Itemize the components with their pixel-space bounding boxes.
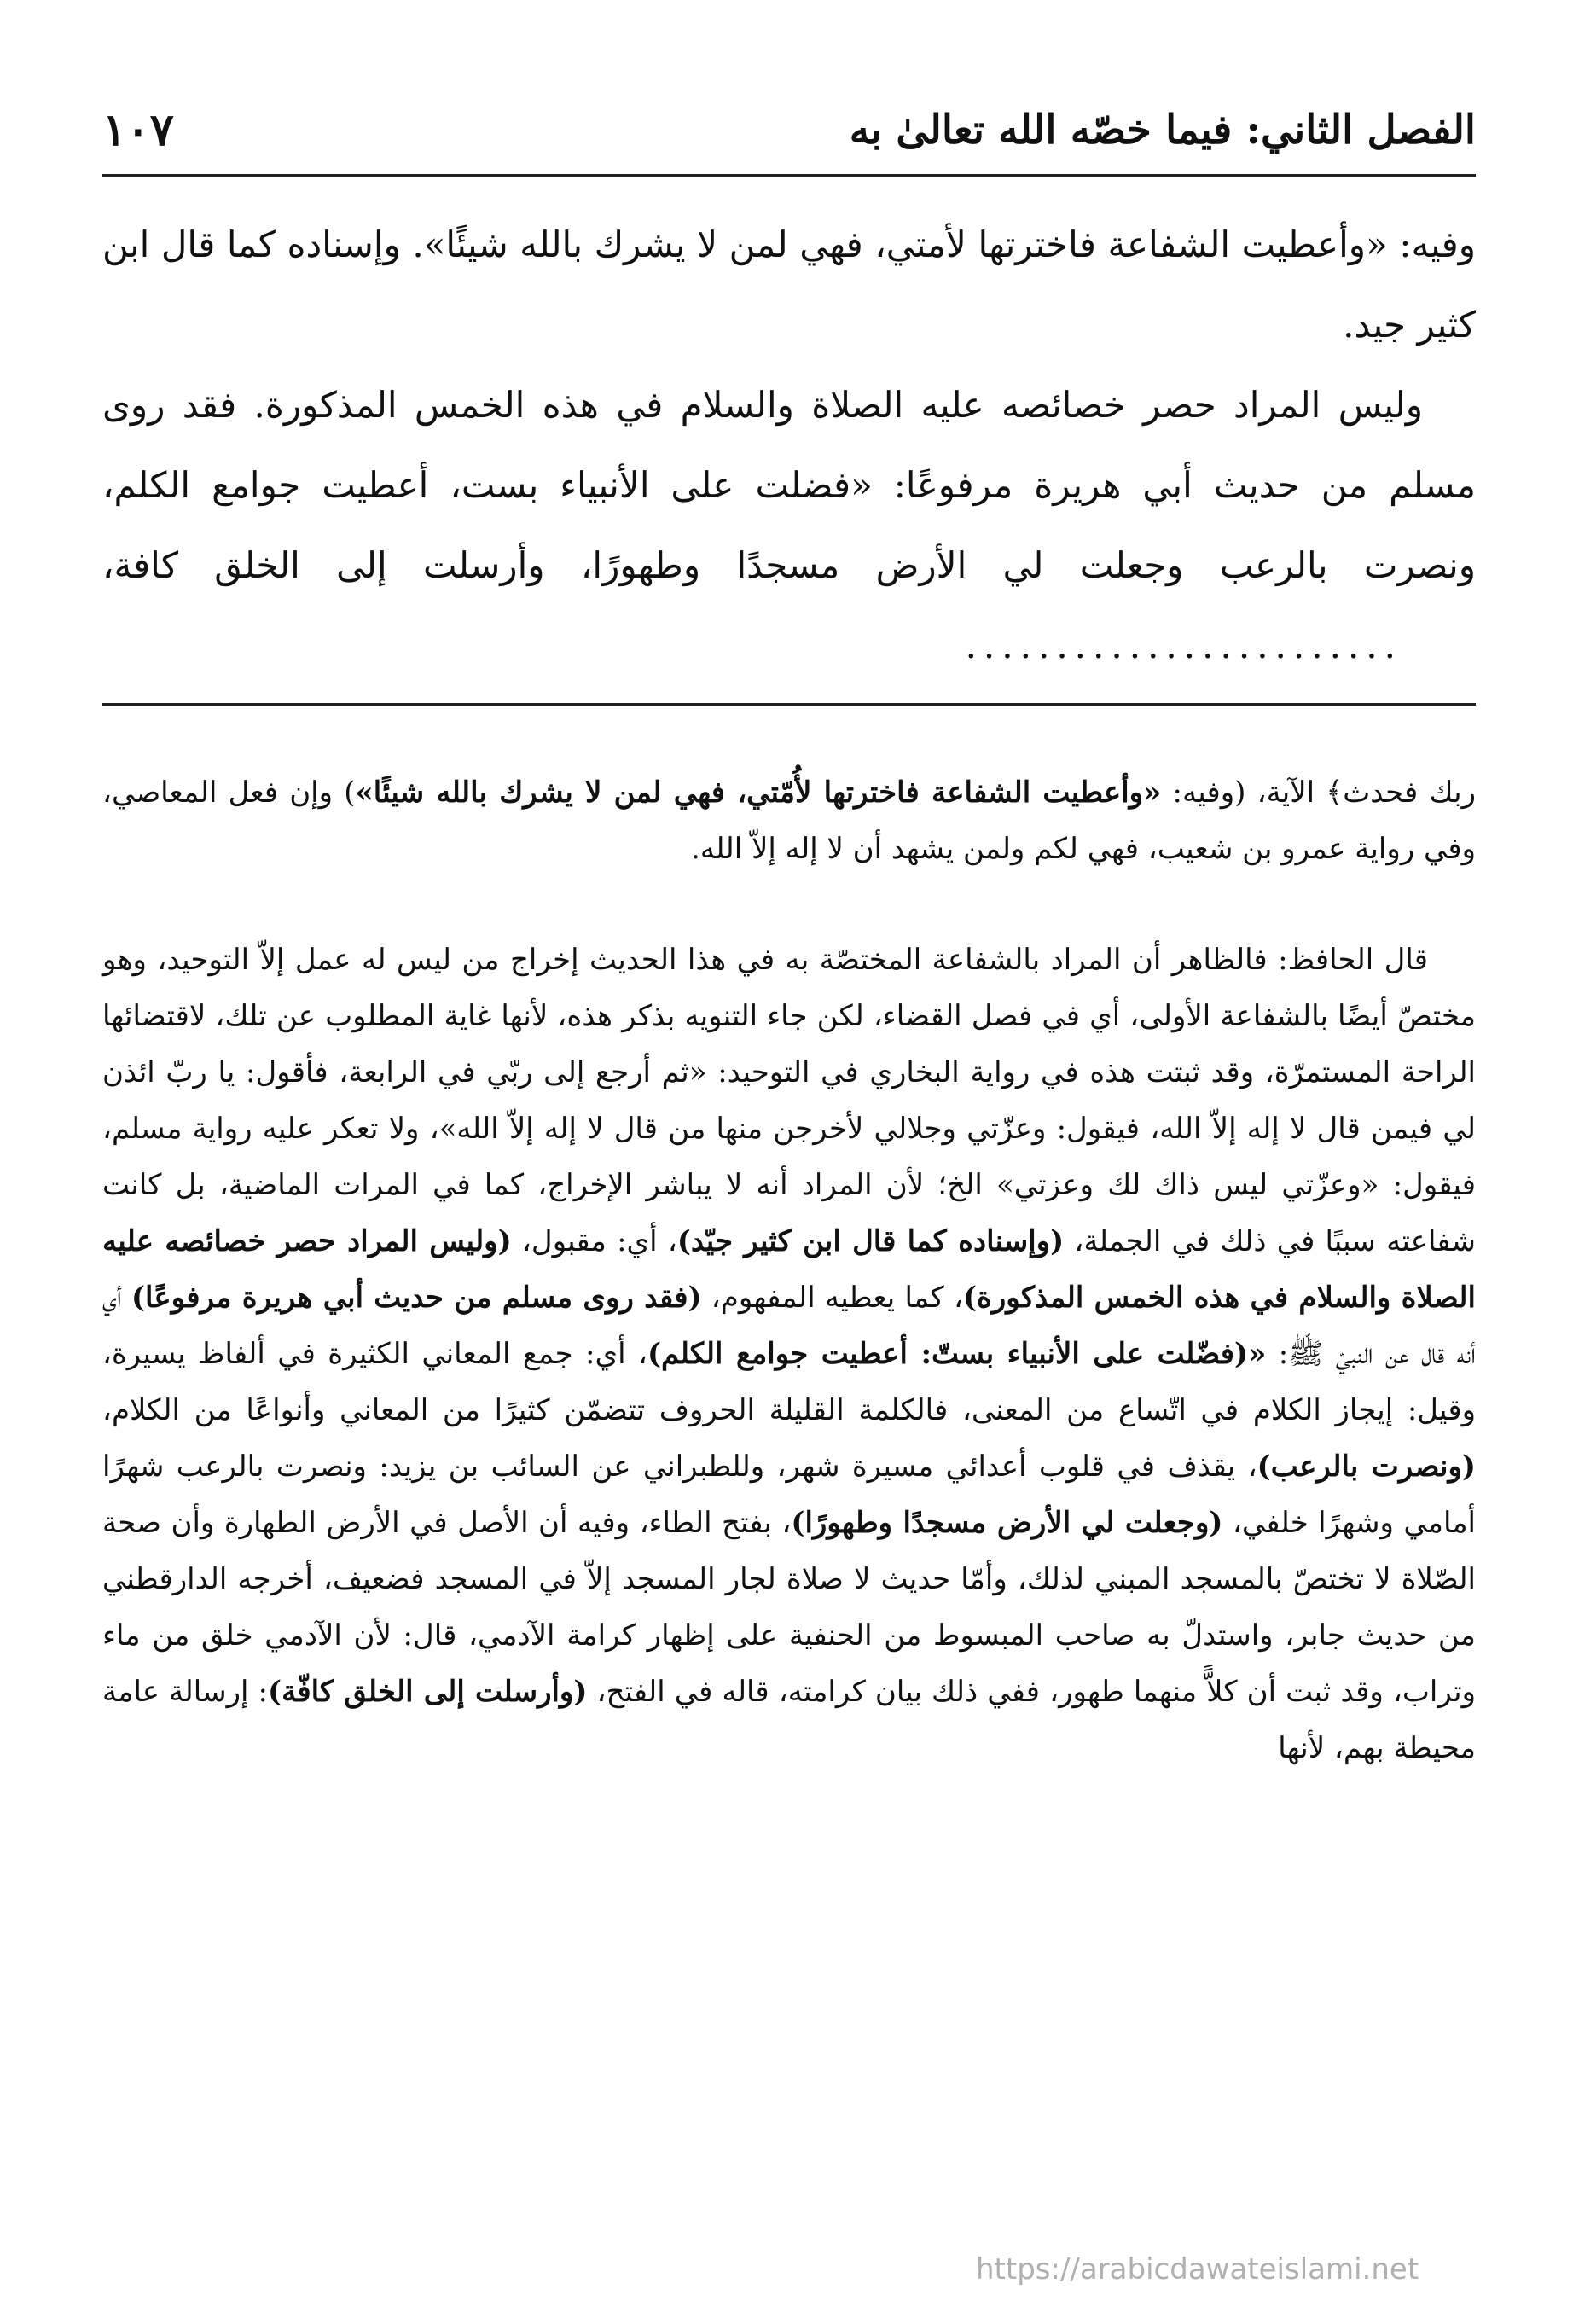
header-divider [102,174,1476,177]
commentary-text: ربك فحدث﴾ الآية، (وفيه: [1161,776,1476,810]
commentary-text: ، كما يعطيه المفهوم، [701,1281,963,1315]
commentary-text: ، يقذف في قلوب أعدائي مسيرة شهر، وللطبراني عن السائب بن يزيد: ونصرت بالرعب شهرًا أمامي وشهرًا خلفي، [102,1450,1476,1540]
quoted-matn: «(فضّلت على الأنبياء بستّ: أعطيت جوامع الكلم) [647,1337,1267,1371]
commentary-text: أي أنه قال عن النبيّ ﷺ: [102,1281,1476,1371]
quoted-matn: «وأعطيت الشفاعة فاخترتها لأُمّتي، فهي لمن لا يشرك بالله شيئًا» [355,776,1162,810]
quoted-matn: (وجعلت لي الأرض مسجدًا وطهورًا) [791,1506,1223,1540]
watermark-url: https://arabicdawateislami.net [976,2252,1419,2286]
main-text [102,205,1476,686]
commentary-divider [102,703,1476,706]
commentary-text: ، أي: جمع المعاني الكثيرة في ألفاظ يسيرة، وقيل: إيجاز الكلام في اتّساع من المعنى، فالكلمة القليلة الحروف تتضمّن كثيرًا من المعاني وأنواعًا من الكلام، [102,1337,1476,1427]
commentary [102,764,1476,1776]
commentary-paragraph-2 [102,932,1476,1776]
main-paragraph-2-text: وليس المراد حصر خصائصه عليه الصلاة والسلام في هذه الخمس المذكورة. فقد روى مسلم من حديث أبي هريرة مرفوعًا: «فضلت على الأنبياء بست، أعطيت جوامع الكلم، ونصرت بالرعب وجعلت لي الأرض مسجدًا وطهورًا، وأرسلت إلى الخلق كافة، [102,384,1476,586]
quoted-matn: (ونصرت بالرعب) [1257,1450,1476,1484]
main-paragraph-1: وفيه: «وأعطيت الشفاعة فاخترتها لأمتي، فهي لمن لا يشرك بالله شيئًا». وإسناده كما قال ابن كثير جيد. [102,224,1476,346]
main-paragraph-2 [102,365,1476,686]
quoted-matn: (وإسناده كما قال ابن كثير جيّد) [676,1224,1065,1258]
quoted-matn: (فقد روى مسلم من حديث أبي هريرة مرفوعًا) [131,1281,702,1315]
commentary-text: ) وإن فعل المعاصي، وفي رواية عمرو بن شعيب، فهي لكم ولمن يشهد أن لا إله إلاّ الله. [102,776,1476,866]
running-title: الفصل الثاني: فيما خصّه الله تعالىٰ به [849,107,1476,154]
page-header [102,101,1476,169]
quoted-matn: (وليس المراد حصر خصائصه عليه الصلاة والسلام في هذه الخمس المذكورة) [102,1224,1476,1315]
page-number: ١٠٧ [102,104,174,156]
commentary-text: ، أي: مقبول، [511,1224,677,1258]
quoted-matn: (وأرسلت إلى الخلق كافّة) [268,1675,588,1709]
commentary-text: قال الحافظ: فالظاهر أن المراد بالشفاعة المختصّة به في هذا الحديث إخراج من ليس له عمل إلاّ التوحيد، وهو مختصّ أيضًا بالشفاعة الأولى، أي في فصل القضاء، لكن جاء التنويه بذكر هذه، لأنها غاية المطلوب عن تلك، لاقتضائها الراحة المستمرّة، وقد ثبتت هذه في رواية البخاري في التوحيد: «ثم أرجع إلى ربّي في الرابعة، فأقول: يا ربّ ائذن لي فيمن قال لا إله إلاّ الله، فيقول: وعزّتي وجلالي لأخرجن منها من قال لا إله إلاّ الله»، ولا تعكر عليه رواية مسلم، فيقول: «وعزّتي ليس ذاك لك وعزتي» الخ؛ لأن المراد أنه لا يباشر الإخراج، كما في المرات الماضية، بل كانت شفاعته سببًا في ذلك في الجملة، [102,943,1476,1258]
commentary-paragraph-1 [102,764,1476,877]
commentary-text: ، بفتح الطاء، وفيه أن الأصل في الأرض الطهارة وأن صحة الصّلاة لا تختصّ بالمسجد المبني لذلك، وأمّا حديث لا صلاة لجار المسجد إلاّ في المسجد فضعيف، أخرجه الدارقطني من حديث جابر، واستدلّ به صاحب المبسوط من الحنفية على إظهار كرامة الآدمي، قال: لأن الآدمي خلق من ماء وتراب، وقد ثبت أن كلاًّ منهما طهور، ففي ذلك بيان كرامته، قاله في الفتح، [102,1506,1476,1709]
book-page [102,0,1476,2324]
commentary-text: : إرسالة عامة محيطة بهم، لأنها [102,1675,1476,1765]
ellipsis-dots: ........................ [965,625,1402,666]
